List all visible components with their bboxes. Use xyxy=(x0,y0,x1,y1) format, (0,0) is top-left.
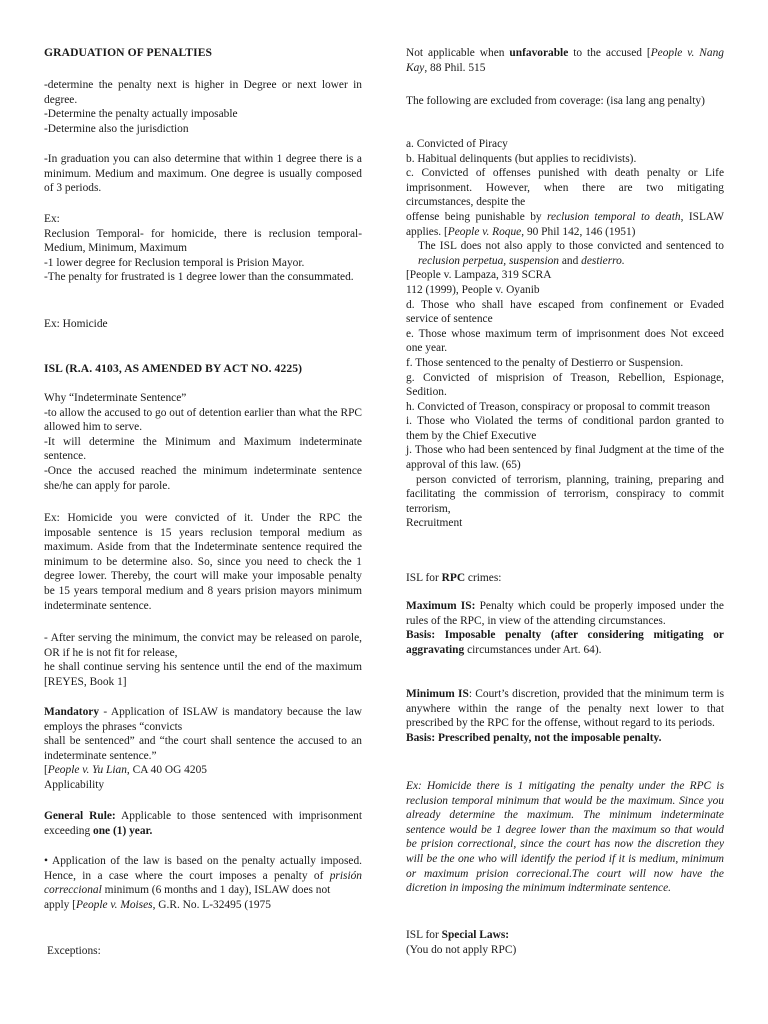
exceptions-label: Exceptions: xyxy=(47,945,101,957)
basis-imposable-rest: circumstances under Art. 64). xyxy=(464,643,602,656)
example-homicide: Ex: Homicide xyxy=(44,318,108,330)
why-heading: Why “Indeterminate Sentence” xyxy=(44,392,187,404)
isl-special-laws xyxy=(406,928,724,957)
citation-lampaza: [People v. Lampaza, 319 SCRA xyxy=(406,269,552,282)
apply-text-1: apply [ xyxy=(44,898,76,911)
not-applicable-text-1: Not applicable when xyxy=(406,47,510,59)
example-label: Ex: xyxy=(44,213,60,225)
mandatory-text-2: shall be sentenced” and “the court shall sentence the accused to an indeterminate sentence.” xyxy=(44,735,362,762)
graduation-points xyxy=(44,78,362,136)
general-rule xyxy=(44,809,362,838)
minimum-is xyxy=(406,687,724,745)
basis-imposable: Basis: Imposable penalty (after considering mitigating or aggravating xyxy=(406,629,724,656)
general-rule-bold: one (1) year. xyxy=(93,824,153,837)
citation-moises: People v. Moises xyxy=(75,898,153,911)
example-reclusion xyxy=(44,212,362,285)
exclusion-c-2-text-b: , ISLAW applies. [ xyxy=(406,210,724,238)
bullet-prision: prisión correccional xyxy=(44,869,362,897)
minimum-is-text: : Court’s discretion, provided that the minimum term is anywhere within the range of the penalty next lower to that prescribed by the RPC for the offense, without regard to its periods. xyxy=(406,688,725,730)
point-jurisdiction: -Determine also the jurisdiction xyxy=(44,122,189,135)
exclusion-g: g. Convicted of misprision of Treason, Rebellion, Espionage, Sedition. xyxy=(406,371,724,399)
mandatory-text-1: - Application of ISLAW is mandatory because the law employs the phrases “convicts xyxy=(44,706,362,733)
paragraph-periods: -In graduation you can also determine that within 1 degree there is a minimum. Medium and maximum. One degree is usually composed of 3 periods. xyxy=(44,153,362,195)
after-serving xyxy=(44,631,362,689)
exclusion-f: f. Those sentenced to the penalty of Destierro or Suspension. xyxy=(406,356,684,369)
exclusion-c-3-and: and xyxy=(559,254,582,267)
exclusion-b: b. Habitual delinquents (but applies to recidivists). xyxy=(406,152,637,165)
basis-prescribed: Basis: Prescribed penalty, not the imposable penalty. xyxy=(406,731,662,744)
why-point-1: -to allow the accused to go out of detention earlier than what the RPC allowed him to serve. xyxy=(44,406,362,434)
citation-bracket: [ xyxy=(44,764,48,777)
exclusion-list xyxy=(406,137,724,531)
exclusion-c-2-text-c: , 90 Phil 142, 146 (1951) xyxy=(521,225,636,238)
applicability-label: Applicability xyxy=(44,778,105,791)
exclusion-c-2-text: offense being punishable by xyxy=(406,210,548,223)
exclusion-j: j. Those who had been sentenced by final Judgment at the time of the approval of this law. (65) xyxy=(406,444,724,472)
general-rule-text: Applicable to those sentenced with imprisonment exceeding xyxy=(44,810,362,837)
isl-rpc-text-2: crimes: xyxy=(465,572,502,584)
bullet-text-2: minimum (6 months and 1 day), ISLAW does not xyxy=(101,884,331,897)
citation-oyanib: 112 (1999), People v. Oyanib xyxy=(406,283,540,296)
mandatory-label: Mandatory xyxy=(44,706,100,718)
exclusion-c-2-italic: reclusion temporal to death xyxy=(547,210,681,223)
exclusion-a: a. Convicted of Piracy xyxy=(406,138,508,150)
exclusion-terrorism: person convicted of terrorism, planning, training, preparing and facilitating the commission of terrorism, conspiracy to commit terrorism, xyxy=(406,473,724,515)
citation-roque: People v. Roque xyxy=(447,225,522,238)
excluded-intro: The following are excluded from coverage: (isa lang ang penalty) xyxy=(406,95,705,107)
maximum-is-text: Penalty which could be properly imposed under the rules of the RPC, in view of the attending circumstances. xyxy=(406,600,724,627)
citation-yu-lian: People v. Yu Lian xyxy=(47,764,127,777)
exclusion-h: h. Convicted of Treason, conspiracy or proposal to commit treason xyxy=(406,400,711,413)
example-homicide-explained: Ex: Homicide you were convicted of it. Under the RPC the imposable sentence is 15 years reclusion temporal medium as maximum. Aside from that the Indeterminate sentence required the minimum to be determine also. So, since you need to check the 1 degree lower. Thereby, the court will make your imposable penalty be 15 years temporal medium and 8 years prision mayors minimum indeterminate sentence. xyxy=(44,512,362,612)
not-applicable-text-3: , 88 Phil. 515 xyxy=(424,61,486,74)
exclusion-c-3-destierro: destierro. xyxy=(581,254,625,267)
general-rule-label: General Rule: xyxy=(44,810,116,822)
why-point-3: -Once the accused reached the minimum indeterminate sentence she/he can apply for parole. xyxy=(44,464,362,492)
not-applicable xyxy=(406,46,724,75)
exclusion-c-3-italic: reclusion perpetua, suspension xyxy=(418,254,559,267)
isl-rpc-text: ISL for xyxy=(406,572,442,584)
bullet-text-1: • Application of the law is based on the penalty actually imposed. Hence, in a case where the court imposes a penalty of xyxy=(44,855,362,882)
example-line-1: Reclusion Temporal- for homicide, there is reclusion temporal-Medium, Minimum, Maximum xyxy=(44,227,362,255)
heading-isl: ISL (R.A. 4103, AS AMENDED BY ACT NO. 4225) xyxy=(44,362,303,375)
exclusion-c-3-text: The ISL does not also apply to those convicted and sentenced to xyxy=(418,240,724,253)
example-line-2: -1 lower degree for Reclusion temporal is Prision Mayor. xyxy=(44,256,305,269)
heading-graduation: GRADUATION OF PENALTIES xyxy=(44,46,213,59)
isl-rpc-bold: RPC xyxy=(441,572,466,584)
mandatory-paragraph xyxy=(44,705,362,793)
example-mitigating: Ex: Homicide there is 1 mitigating the penalty under the RPC is reclusion temporal minimum that would be the maximum. Since you already determine the maximum. The minimum indeterminate sentence would be 1 degree lower than the maximum so that would be prision correctional, since the court has now the discretion they will be the one who will identify the period if it is medium, minimum or maximum prision correcional.The court will now have the dicretion in imposing the minimum indterminate sentence. xyxy=(406,780,724,895)
not-applicable-text-2: to the accused [ xyxy=(568,47,651,59)
not-applicable-bold: unfavorable xyxy=(509,47,569,59)
bullet-application xyxy=(44,854,362,912)
point-imposable: -Determine the penalty actually imposable xyxy=(44,108,238,121)
why-indeterminate xyxy=(44,391,362,493)
maximum-is xyxy=(406,599,724,657)
example-line-3: -The penalty for frustrated is 1 degree lower than the consummated. xyxy=(44,271,354,284)
citation-yu-lian-rest: , CA 40 OG 4205 xyxy=(126,764,207,777)
exclusion-i: i. Those who Violated the terms of conditional pardon granted to them by the Chief Executive xyxy=(406,415,724,442)
why-point-2: -It will determine the Minimum and Maximum indeterminate sentence. xyxy=(44,435,362,463)
after-serving-line-2: he shall continue serving his sentence until the end of the maximum [REYES, Book 1] xyxy=(44,661,362,688)
special-laws-bold: Special Laws: xyxy=(441,929,510,941)
special-laws-note: (You do not apply RPC) xyxy=(406,943,517,956)
special-laws-text: ISL for xyxy=(406,929,442,941)
point-degree: -determine the penalty next is higher in Degree or next lower in degree. xyxy=(44,79,362,106)
recruitment: Recruitment xyxy=(406,517,463,530)
exclusion-e: e. Those whose maximum term of imprisonment does Not exceed one year. xyxy=(406,327,724,355)
minimum-is-label: Minimum IS xyxy=(406,688,469,700)
exclusion-d: d. Those who shall have escaped from confinement or Evaded service of sentence xyxy=(406,298,724,326)
after-serving-line-1: - After serving the minimum, the convict may be released on parole, OR if he is not fit for release, xyxy=(44,632,362,659)
citation-nang-kay: People v. Nang Kay xyxy=(406,47,724,74)
maximum-is-label: Maximum IS: xyxy=(406,600,476,612)
exclusion-c-1: c. Convicted of offenses punished with death penalty or Life imprisonment. However, when there are two mitigating circumstances, despite the xyxy=(406,167,724,209)
isl-rpc-heading xyxy=(406,571,724,586)
apply-text-2: , G.R. No. L-32495 (1975 xyxy=(152,898,271,911)
